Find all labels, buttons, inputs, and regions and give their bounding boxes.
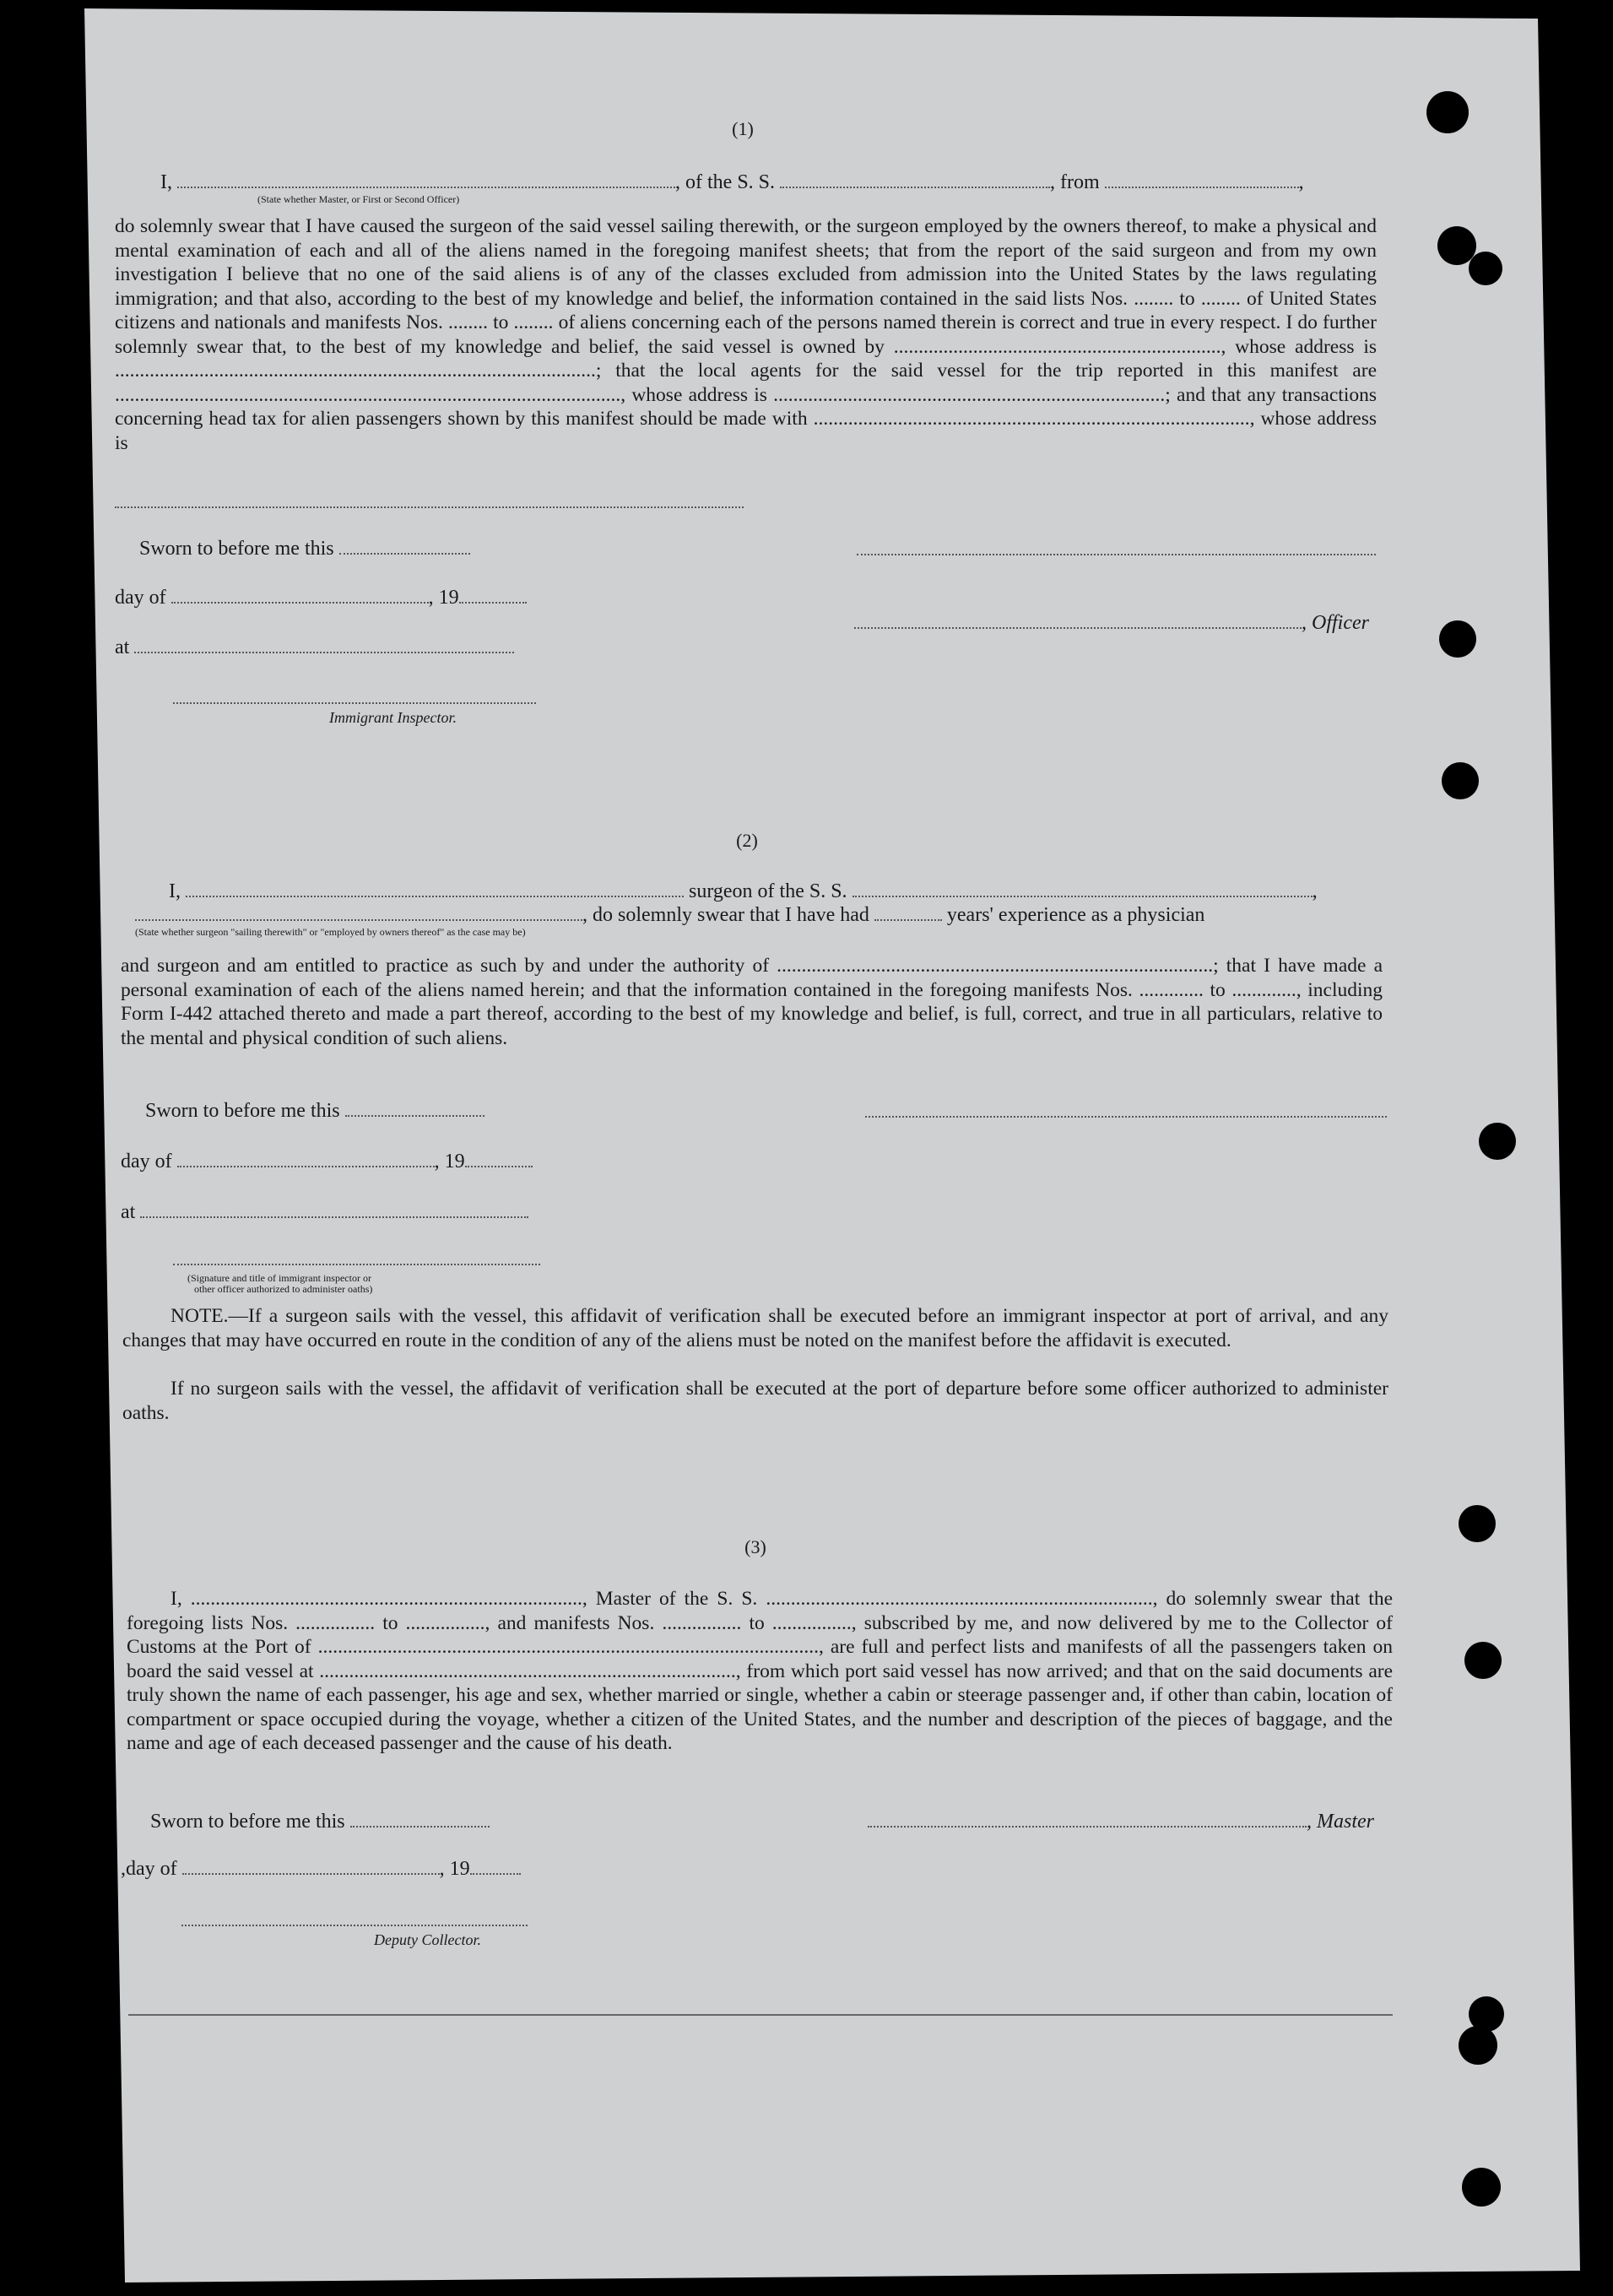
punch-hole	[1442, 762, 1479, 799]
at-place-field[interactable]	[134, 636, 514, 653]
punch-hole	[1469, 252, 1502, 285]
punch-hole	[1464, 1642, 1502, 1679]
master-label: , Master	[1307, 1811, 1374, 1833]
of-ss-label: , of the S. S.	[675, 171, 776, 193]
section-3-master	[868, 1810, 1374, 1833]
section-1-line-1	[160, 171, 1304, 194]
day-field[interactable]	[171, 587, 429, 604]
collector-signature-line[interactable]	[181, 1925, 528, 1926]
from-label: , from	[1050, 171, 1100, 193]
sworn-date-field[interactable]	[350, 1811, 490, 1828]
note-paragraph-2: If no surgeon sails with the vessel, the affidavit of verification shall be executed at the port of departure before some officer authorized to administer oaths.	[122, 1378, 1388, 1424]
signature-note-1: (Signature and title of immigrant inspector or	[187, 1272, 371, 1284]
punch-hole	[1439, 620, 1476, 658]
year-label: , 19	[428, 587, 459, 609]
punch-hole	[1426, 91, 1469, 133]
master-name-field[interactable]	[177, 171, 675, 188]
inspector-signature-line[interactable]	[173, 702, 536, 704]
sworn-label: Sworn to before me this	[145, 1100, 340, 1122]
bottom-rule	[128, 2014, 1393, 2016]
section-1-comma: ,	[1298, 171, 1304, 193]
years-label: years' experience as a physician	[946, 904, 1205, 926]
ship-name-field[interactable]	[780, 171, 1050, 188]
deputy-collector-label: Deputy Collector.	[374, 1931, 481, 1948]
surgeon-ship-field[interactable]	[853, 880, 1313, 897]
day-field[interactable]	[182, 1858, 440, 1875]
section-2-number: (2)	[736, 830, 758, 851]
master-signature-field[interactable]	[868, 1811, 1307, 1828]
surgeon-name-field[interactable]	[186, 880, 684, 897]
section-1-officer	[854, 611, 1369, 635]
day-field[interactable]	[177, 1151, 435, 1167]
at-label: at	[115, 636, 130, 658]
section-1-address-line[interactable]	[115, 506, 744, 508]
section-1-sworn	[139, 537, 470, 560]
year-field[interactable]	[465, 1151, 533, 1167]
section-2-paragraph: and surgeon and am entitled to practice as such by and under the authority of ........................................................................................; that I have made a personal examination of each of the aliens named herein; and that the information contained in the foregoing manifests Nos. ............. to ............., including Form I-442 attached thereto and made a part thereof, according to the best of my knowledge and belief, is full, correct, and true in all particulars, relative to the mental and physical condition of such aliens.	[121, 955, 1383, 1049]
swear-label: , do solemnly swear that I have had	[582, 904, 869, 926]
section-2-line-2	[135, 903, 1204, 927]
at-place-field[interactable]	[140, 1201, 528, 1218]
punch-hole	[1462, 2168, 1501, 2207]
years-field[interactable]	[874, 904, 942, 921]
section-1-signature-line[interactable]	[857, 554, 1376, 555]
section-1-paragraph: do solemnly swear that I have caused the surgeon of the said vessel sailing therewith, or the surgeon employed by the owners thereof, to make a physical and mental examination of each and all of the aliens named in the foregoing manifest sheets; that from the report of the said surgeon and from my own investigation I believe that no one of the said aliens is of any of the classes excluded from admission into the United States by the laws regulating immigration; and that also, according to the best of my knowledge and belief, the information contained in the said lists Nos. ........ to ........ of United States citizens and nationals and manifests Nos. ........ to ........ of aliens concerning each of the persons named therein is correct and true in every respect. I do further solemnly swear that, to the best of my knowledge and belief, the said vessel is owned by .................................................................., whose address is .................................................................................................; that the local agents for the said vessel for the trip reported in this manifest are ......................................................................................................, whose address is ...............................................................................; and that any transactions concerning head tax for alien passengers shown by this manifest should be made with ........................................................................................, whose address is	[115, 215, 1377, 454]
sworn-date-field[interactable]	[339, 538, 470, 555]
section-2-day	[121, 1150, 533, 1173]
immigrant-inspector-label: Immigrant Inspector.	[329, 709, 457, 726]
master-note: (State whether Master, or First or Second Officer)	[257, 193, 460, 205]
section-3-sworn	[150, 1810, 490, 1833]
section-3-paragraph: I, ..............................................................................., Master of the S. S. .............................................................................., do solemnly swear that the foregoing lists Nos. ................ to ................, and manifests Nos. ................ to ................, subscribed by me, and now delivered by me to the Collector of Customs at the Port of ....................................................................................................., are full and perfect lists and manifests of all the passengers taken on board the said vessel at ...................................................................................., from which port said vessel has now arrived; and that on the said documents are truly shown the name of each passenger, his age and sex, whether married or single, whether a cabin or steerage passenger and, if other than cabin, location of compartment or space occupied during the voyage, whether a citizen of the United States, and the number and description of the pieces of baggage, and the name and age of each deceased passenger and the cause of his death.	[127, 1588, 1393, 1754]
note-paragraph-1: NOTE.—If a surgeon sails with the vessel, this affidavit of verification shall be executed before an immigrant inspector at port of arrival, and any changes that may have occurred en route in the condition of any of the aliens must be noted on the manifest before the affidavit is executed.	[122, 1305, 1388, 1351]
officer-label: , Officer	[1302, 612, 1369, 634]
inspector-signature-line[interactable]	[173, 1264, 540, 1265]
surgeon-note: (State whether surgeon "sailing therewith" or "employed by owners thereof" as the case may be)	[135, 926, 526, 938]
section-1-at	[115, 636, 514, 659]
sworn-label: Sworn to before me this	[139, 538, 334, 560]
sworn-date-field[interactable]	[345, 1100, 484, 1117]
section-1-i: I,	[160, 171, 172, 193]
day-of-label: day of	[115, 587, 166, 609]
year-label: , 19	[439, 1858, 470, 1880]
punch-hole	[1459, 2026, 1497, 2065]
day-of-label: ,day of	[121, 1858, 177, 1880]
surgeon-status-field[interactable]	[135, 904, 582, 921]
section-2-comma: ,	[1312, 880, 1318, 902]
section-3-day	[121, 1857, 521, 1881]
punch-hole	[1459, 1505, 1496, 1542]
section-2-i: I,	[169, 880, 181, 902]
from-port-field[interactable]	[1105, 171, 1299, 188]
officer-signature-field[interactable]	[854, 612, 1302, 629]
year-field[interactable]	[459, 587, 527, 604]
surgeon-of-label: surgeon of the S. S.	[689, 880, 847, 902]
section-1-number: (1)	[732, 118, 754, 139]
year-field[interactable]	[470, 1858, 521, 1875]
section-2-sworn	[145, 1099, 484, 1123]
day-of-label: day of	[121, 1151, 172, 1172]
signature-note-2: other officer authorized to administer oaths)	[194, 1283, 373, 1295]
sworn-label: Sworn to before me this	[150, 1811, 345, 1833]
surgeon-signature-line[interactable]	[865, 1116, 1387, 1118]
section-2-line-1	[169, 880, 1318, 903]
section-1-day	[115, 586, 527, 609]
at-label: at	[121, 1201, 136, 1223]
punch-hole	[1479, 1123, 1516, 1160]
section-3-number: (3)	[744, 1536, 766, 1557]
section-2-at	[121, 1200, 528, 1224]
year-label: , 19	[434, 1151, 465, 1172]
